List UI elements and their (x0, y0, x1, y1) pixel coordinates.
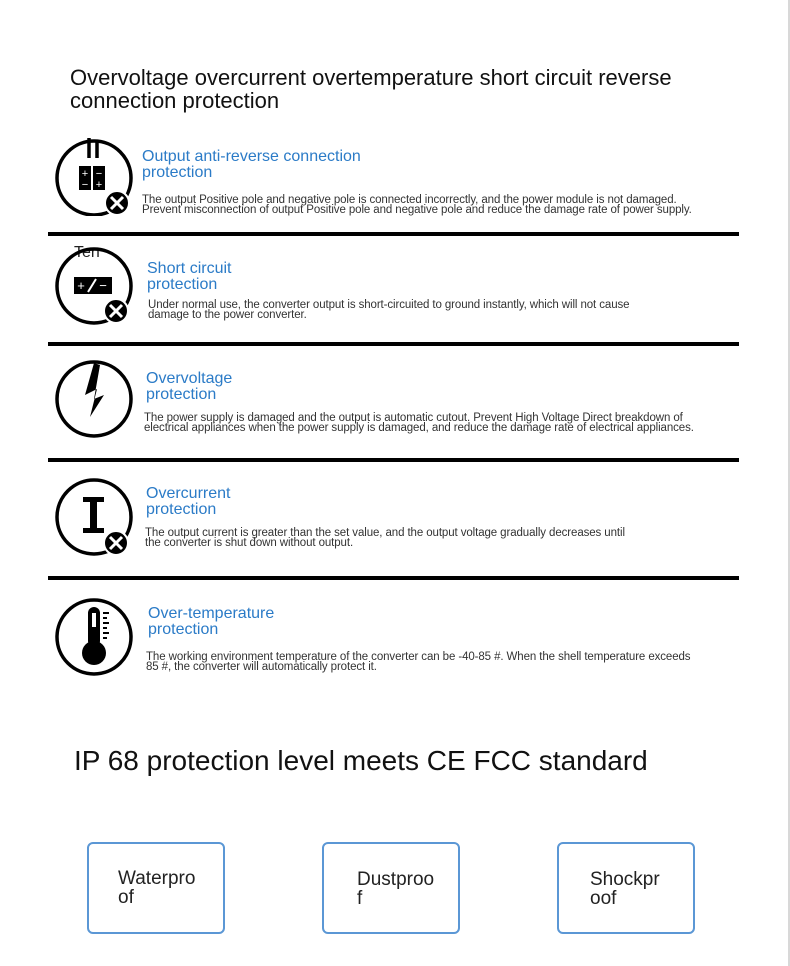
card-label: Dustproof (357, 869, 435, 909)
feature-description: damage to the power converter. (148, 309, 307, 321)
stray-label: Ten (74, 244, 100, 261)
waterproof-card (87, 842, 225, 934)
feature-description: electrical appliances when the power supply is damaged, and reduce the damage rate of electrical appliances. (144, 422, 694, 434)
feature-description: Under normal use, the converter output is short-circuited to ground instantly, which will not cause (148, 299, 630, 311)
svg-text:−: − (81, 179, 89, 191)
page-title: Overvoltage overcurrent overtemperature short circuit reverse connection protection (70, 65, 672, 113)
feature-title: Short circuit (147, 260, 232, 277)
feature-title: protection (142, 164, 213, 181)
feature-title: Output anti-reverse connection (142, 148, 361, 165)
feature-title: protection (146, 501, 217, 518)
dustproof-card (322, 842, 460, 934)
feature-title: Over-temperature (148, 605, 275, 622)
feature-title: Overcurrent (146, 485, 231, 502)
feature-title: protection (146, 386, 217, 403)
feature-description: the converter is shut down without output. (145, 537, 354, 549)
card-label: Shockproof (590, 869, 660, 909)
divider (48, 458, 739, 462)
lightning-icon (54, 359, 134, 439)
svg-text:+: + (95, 179, 103, 191)
section-title: IP 68 protection level meets CE FCC standard (74, 745, 648, 776)
feature-description: The power supply is damaged and the output is automatic cutout. Prevent High Voltage Direct breakdown of (144, 412, 683, 424)
feature-description: The output current is greater than the set value, and the output voltage gradually decreases until (145, 527, 625, 539)
feature-description: 85 #, the converter will automatically protect it. (146, 661, 377, 673)
current-icon (54, 477, 134, 557)
shockproof-card (557, 842, 695, 934)
svg-text:+: + (77, 278, 85, 293)
thermometer-icon (54, 597, 134, 677)
feature-description: The working environment temperature of the converter can be -40-85 #. When the shell temperature exceeds (146, 651, 691, 663)
feature-description: The output Positive pole and negative pole is connected incorrectly, and the power module is not damaged. (142, 194, 677, 206)
feature-description: Prevent misconnection of output Positive pole and negative pole and reduce the damage rate of power supply. (142, 204, 692, 216)
divider (48, 576, 739, 580)
svg-text:+: + (81, 168, 89, 180)
battery-reverse-icon (54, 136, 134, 216)
divider (48, 342, 739, 346)
svg-text:−: − (99, 278, 107, 293)
feature-title: protection (147, 276, 218, 293)
svg-text:−: − (95, 168, 103, 180)
feature-title: Overvoltage (146, 370, 233, 387)
feature-title: protection (148, 621, 219, 638)
short-circuit-icon (54, 246, 134, 326)
divider (48, 232, 739, 236)
card-label: Waterproof (118, 868, 196, 908)
